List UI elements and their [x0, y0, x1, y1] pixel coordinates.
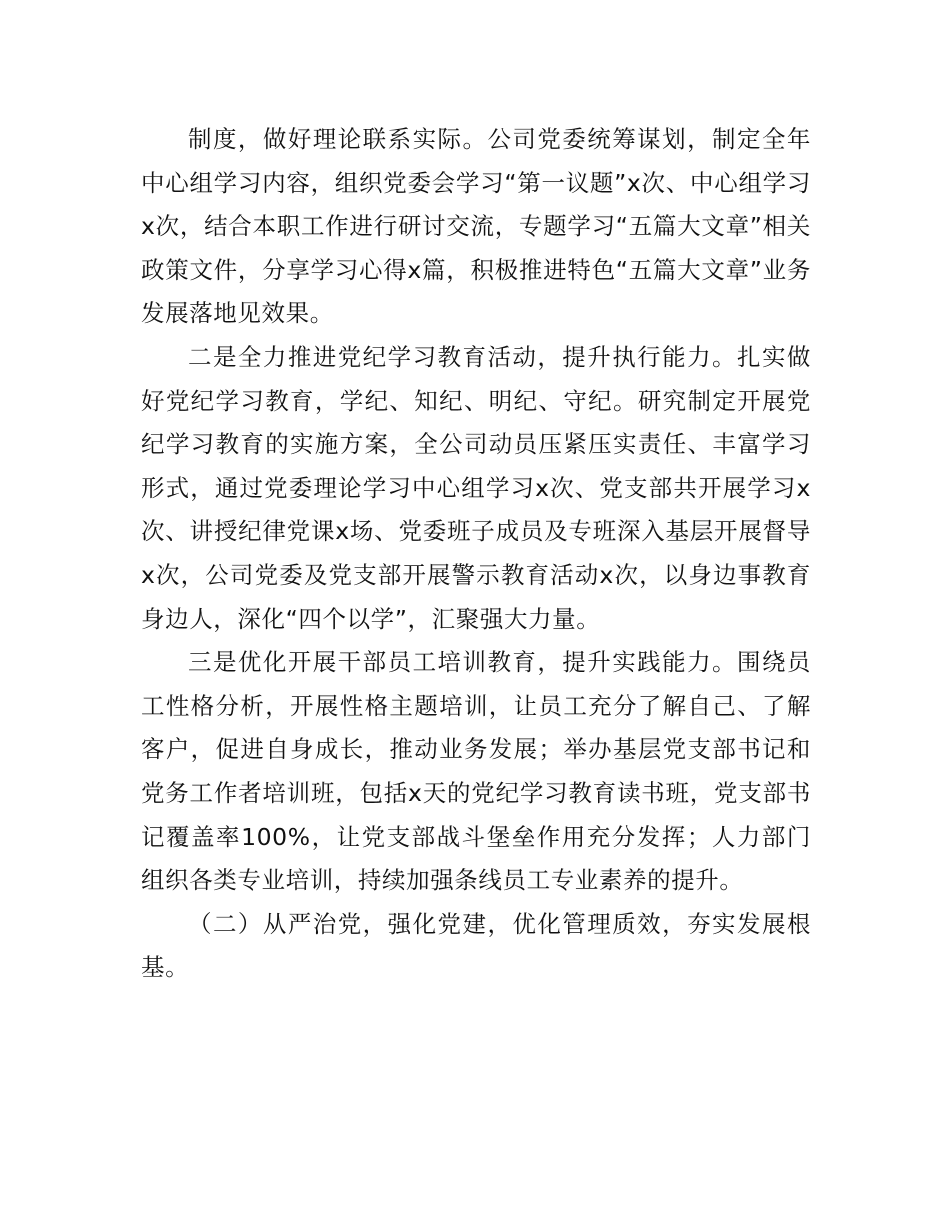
paragraph-staff-training: 三是优化开展干部员工培训教育，提升实践能力。围绕员工性格分析，开展性格主题培训，让员工充分了解自己、了解客户，促进自身成长，推动业务发展；举办基层党支部书记和党务工作者培训班，包括x天的党纪学习教育读书班，党支部书记覆盖率100%，让党支部战斗堡垒作用充分发挥；人力部门组织各类专业培训，持续加强条线员工专业素养的提升。: [141, 648, 811, 895]
paragraph-continuation: 制度，做好理论联系实际。公司党委统筹谋划，制定全年中心组学习内容，组织党委会学习“第一议题”x次、中心组学习x次，结合本职工作进行研讨交流，专题学习“五篇大文章”相关政策文件，分享学习心得x篇，积极推进特色“五篇大文章”业务发展落地见效果。: [141, 125, 811, 328]
paragraph-discipline-education: 二是全力推进党纪学习教育活动，提升执行能力。扎实做好党纪学习教育，学纪、知纪、明纪、守纪。研究制定开展党纪学习教育的实施方案，全公司动员压紧压实责任、丰富学习形式，通过党委理论学习中心组学习x次、党支部共开展学习x次、讲授纪律党课x场、党委班子成员及专班深入基层开展督导x次，公司党委及党支部开展警示教育活动x次，以身边事教育身边人，深化“四个以学”，汇聚强大力量。: [141, 342, 811, 633]
section-heading-2: （二）从严治党，强化党建，优化管理质效，夯实发展根基。: [141, 909, 811, 982]
document-body: [141, 118, 811, 990]
